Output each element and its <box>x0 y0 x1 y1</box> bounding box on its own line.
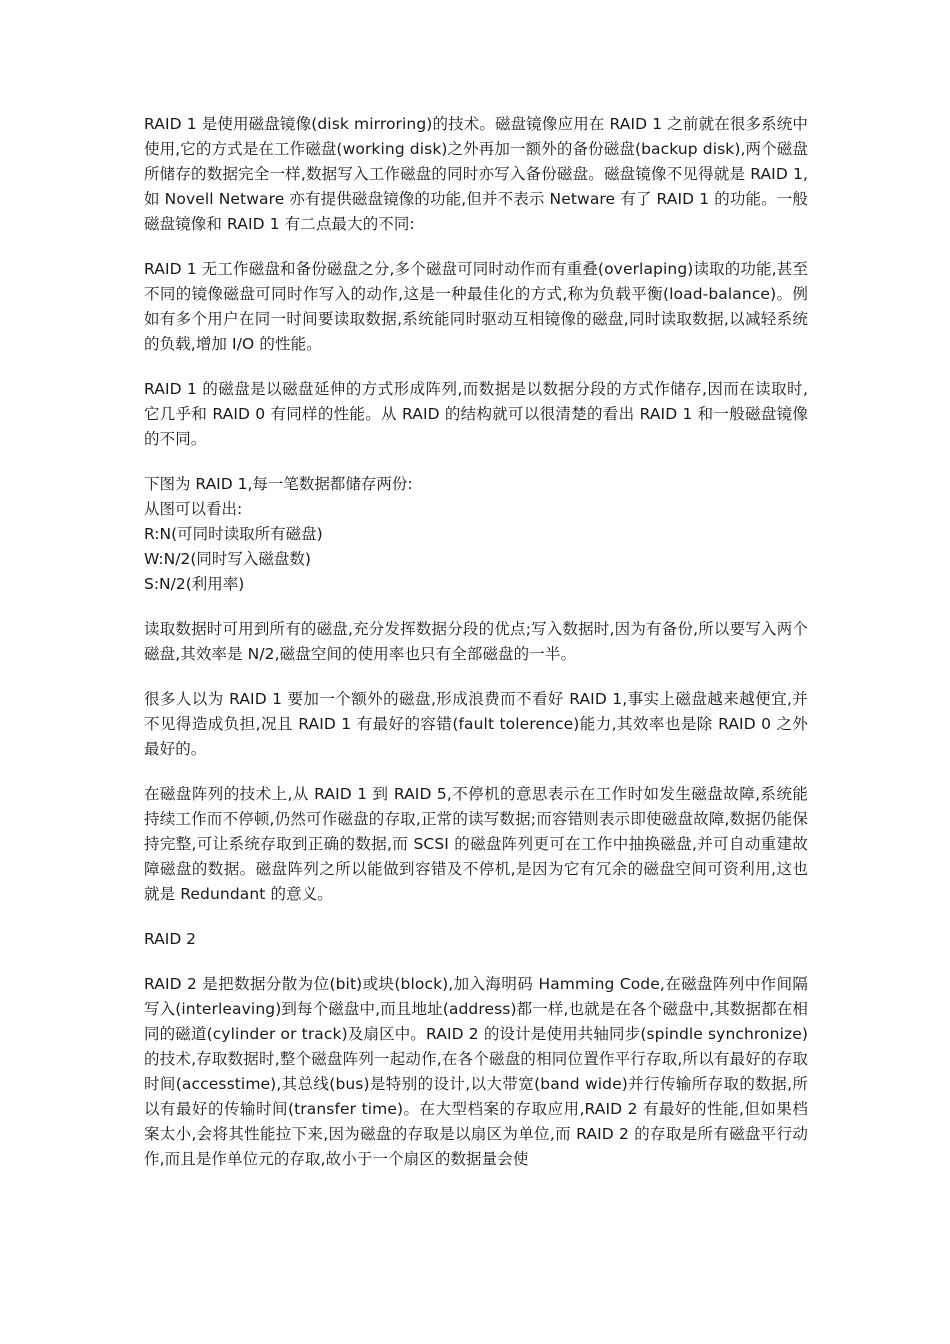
list-item-write: W:N/2(同时写入磁盘数) <box>144 550 311 568</box>
list-intro: 下图为 RAID 1,每一笔数据都储存两份: <box>144 475 413 493</box>
list-lead: 从图可以看出: <box>144 500 243 518</box>
paragraph-raid1-intro: RAID 1 是使用磁盘镜像(disk mirroring)的技术。磁盘镜像应用在 RAID 1 之前就在很多系统中使用,它的方式是在工作磁盘(working disk)之外再加一额外的备份磁盘(backup disk),两个磁盘所储存的数据完全一样,数据写入工作磁盘的同时亦写入备份磁盘。磁盘镜像不见得就是 RAID 1,如 Novell Netware 亦有提供磁盘镜像的功能,但并不表示 Netware 有了 RAID 1 的功能。一般磁盘镜像和 RAID 1 有二点最大的不同: <box>144 115 808 233</box>
paragraph-cost: 很多人以为 RAID 1 要加一个额外的磁盘,形成浪费而不看好 RAID 1,事实上磁盘越来越便宜,并不见得造成负担,况且 RAID 1 有最好的容错(fault tolerence)能力,其效率也是除 RAID 0 之外最好的。 <box>144 690 808 758</box>
paragraph-raid1-performance: RAID 1 的磁盘是以磁盘延伸的方式形成阵列,而数据是以数据分段的方式作储存,因而在读取时,它几乎和 RAID 0 有同样的性能。从 RAID 的结构就可以很清楚的看出 RAID 1 和一般磁盘镜像的不同。 <box>144 380 808 448</box>
raid1-efficiency-list <box>144 472 808 597</box>
list-item-read: R:N(可同时读取所有磁盘) <box>144 525 323 543</box>
section-heading-raid2: RAID 2 <box>144 930 197 948</box>
list-item-space: S:N/2(利用率) <box>144 575 245 593</box>
paragraph-read-write: 读取数据时可用到所有的磁盘,充分发挥数据分段的优点;写入数据时,因为有备份,所以要写入两个磁盘,其效率是 N/2,磁盘空间的使用率也只有全部磁盘的一半。 <box>144 620 808 663</box>
paragraph-raid1-load-balance: RAID 1 无工作磁盘和备份磁盘之分,多个磁盘可同时动作而有重叠(overlaping)读取的功能,甚至不同的镜像磁盘可同时作写入的动作,这是一种最佳化的方式,称为负载平衡(load-balance)。例如有多个用户在同一时间要读取数据,系统能同时驱动互相镜像的磁盘,同时读取数据,以减轻系统的负载,增加 I/O 的性能。 <box>144 260 808 353</box>
document-page <box>144 112 808 1172</box>
paragraph-raid2: RAID 2 是把数据分散为位(bit)或块(block),加入海明码 Hamming Code,在磁盘阵列中作间隔写入(interleaving)到每个磁盘中,而且地址(address)都一样,也就是在各个磁盘中,其数据都在相同的磁道(cylinder or track)及扇区中。RAID 2 的设计是使用共轴同步(spindle synchronize)的技术,存取数据时,整个磁盘阵列一起动作,在各个磁盘的相同位置作平行存取,所以有最好的存取时间(accesstime),其总线(bus)是特别的设计,以大带宽(band wide)并行传输所存取的数据,所以有最好的传输时间(transfer time)。在大型档案的存取应用,RAID 2 有最好的性能,但如果档案太小,会将其性能拉下来,因为磁盘的存取是以扇区为单位,而 RAID 2 的存取是所有磁盘平行动作,而且是作单位元的存取,故小于一个扇区的数据量会使 <box>144 975 808 1168</box>
paragraph-fault-tolerance: 在磁盘阵列的技术上,从 RAID 1 到 RAID 5,不停机的意思表示在工作时如发生磁盘故障,系统能持续工作而不停顿,仍然可作磁盘的存取,正常的读写数据;而容错则表示即使磁盘故障,数据仍能保持完整,可让系统存取到正确的数据,而 SCSI 的磁盘阵列更可在工作中抽换磁盘,并可自动重建故障磁盘的数据。磁盘阵列之所以能做到容错及不停机,是因为它有冗余的磁盘空间可资利用,这也就是 Redundant 的意义。 <box>144 785 808 903</box>
